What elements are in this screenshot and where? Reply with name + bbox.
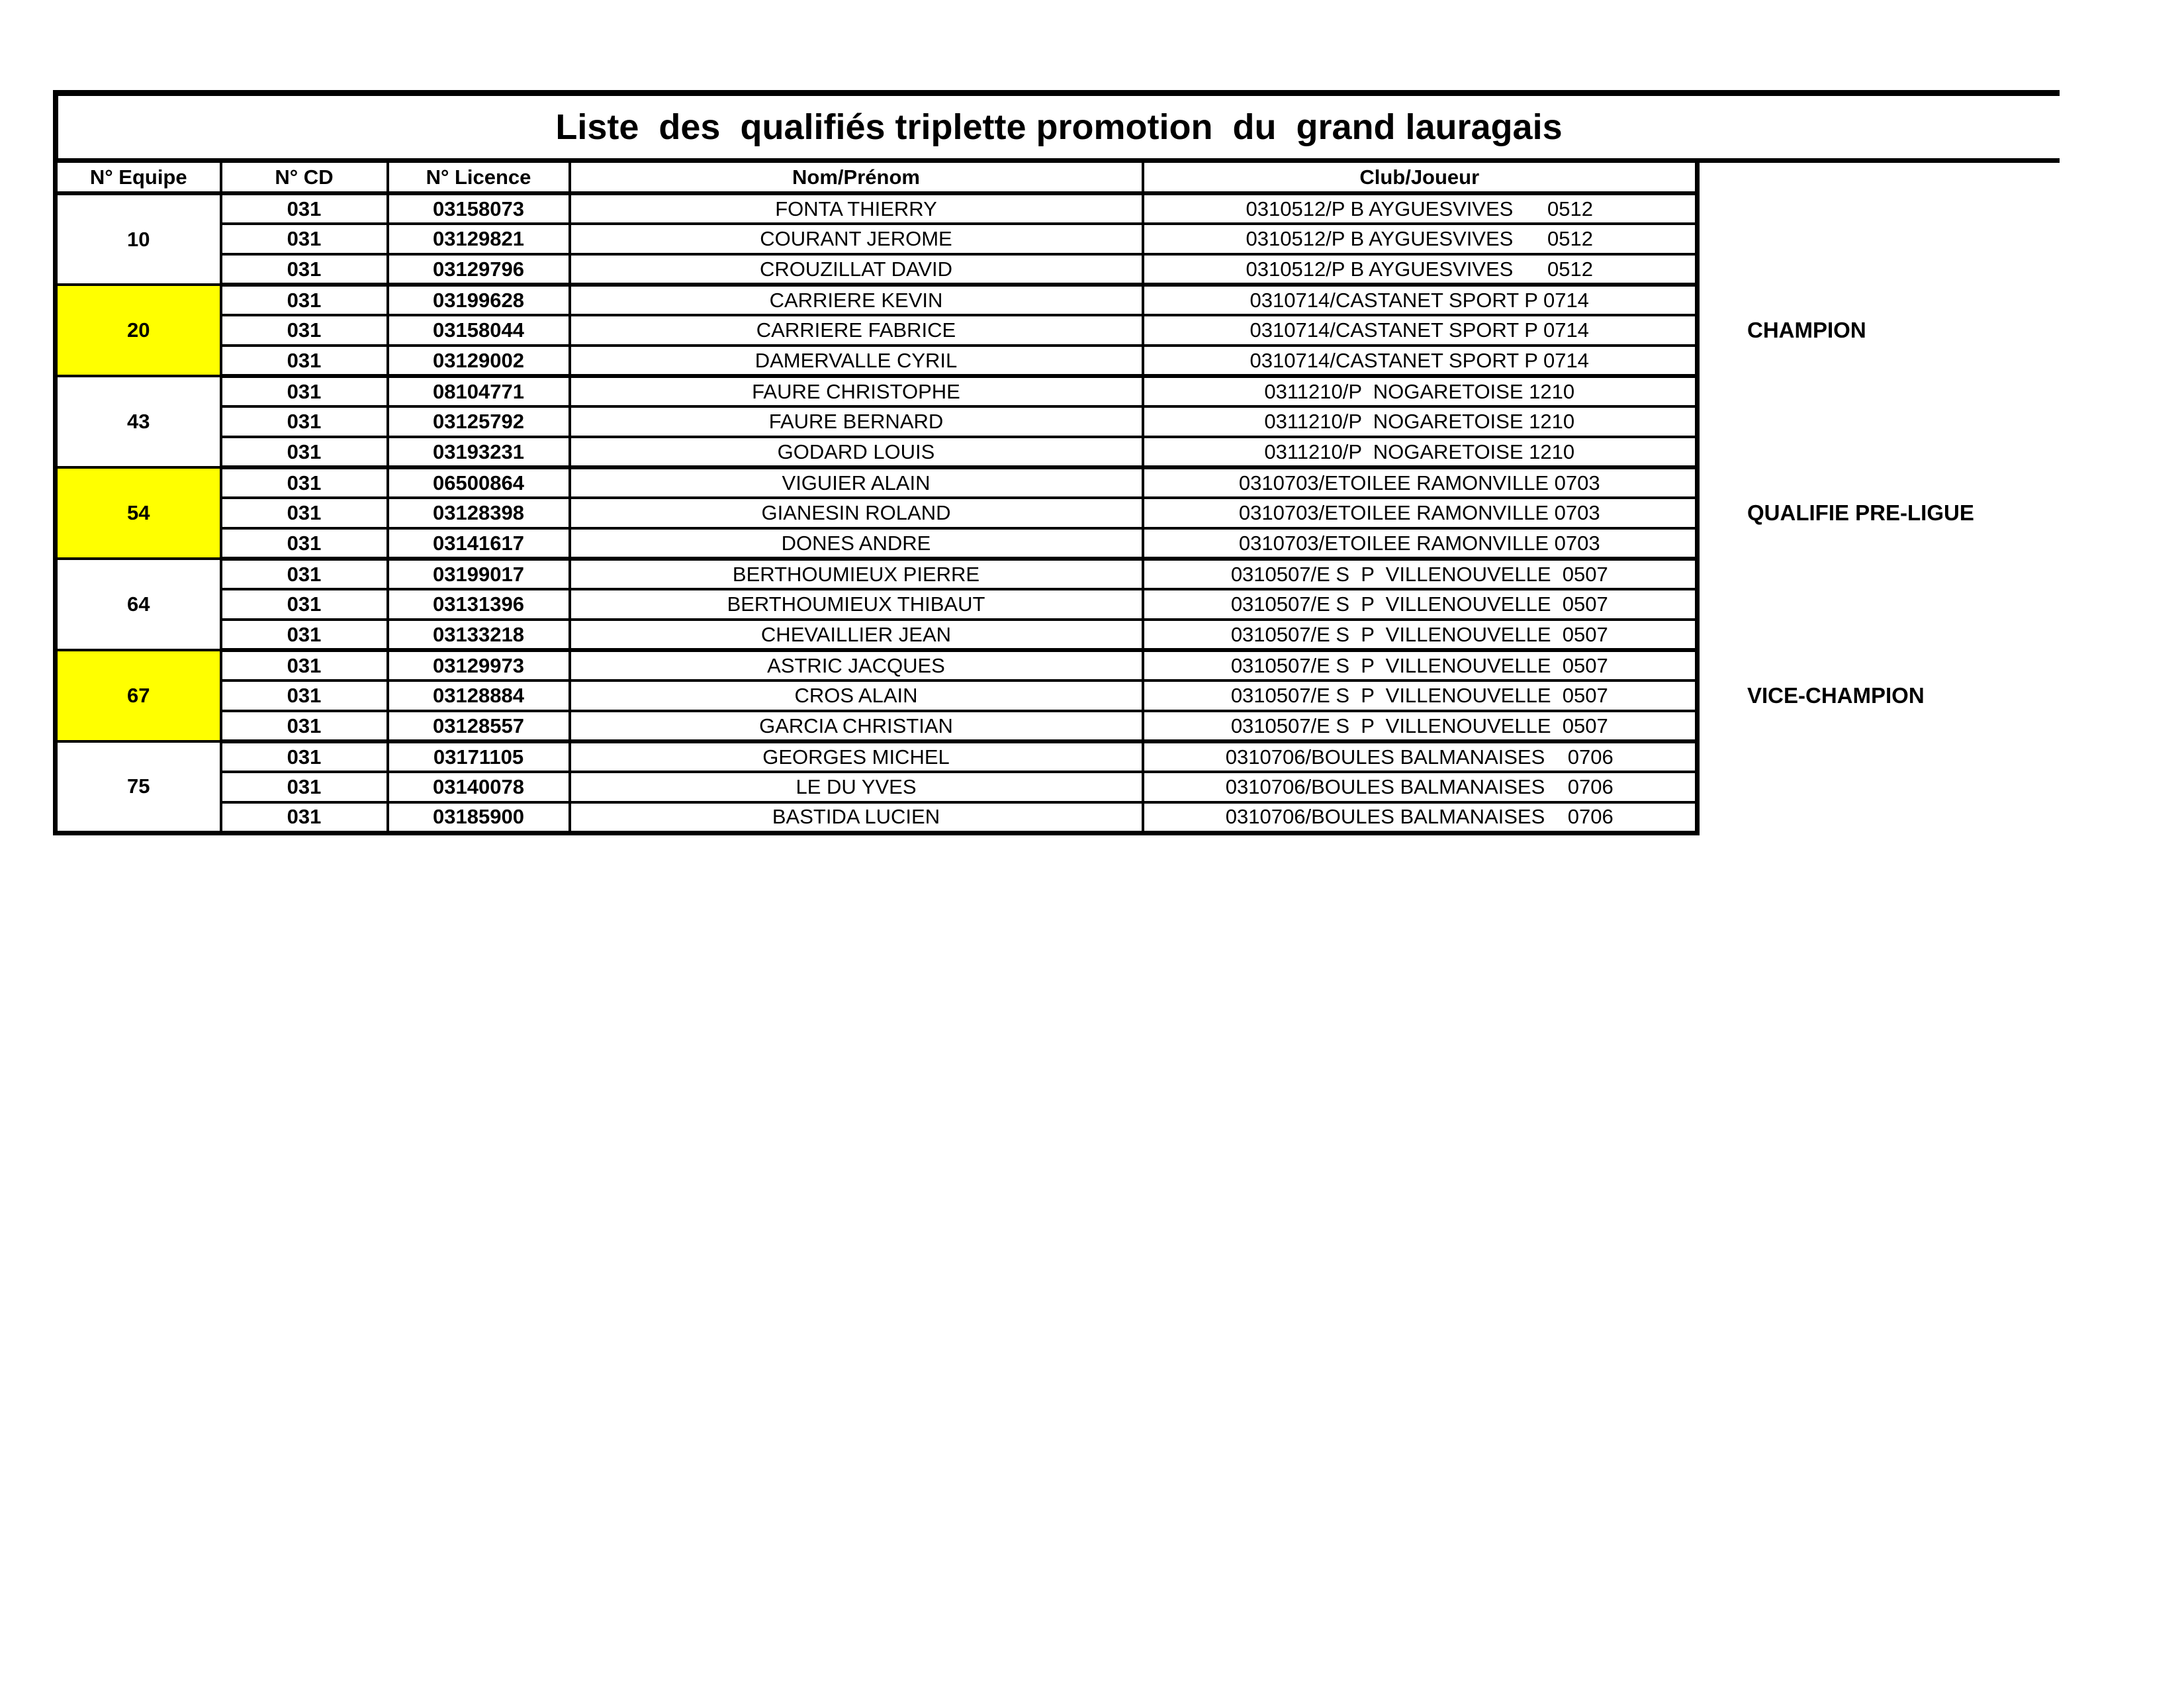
cell-cd: 031	[221, 711, 388, 741]
table-row	[56, 224, 1698, 254]
cell-licence: 03129821	[388, 224, 570, 254]
cell-cd: 031	[221, 254, 388, 285]
cell-club: 0310507/E S P VILLENOUVELLE 0507	[1143, 620, 1698, 650]
cell-name: BERTHOUMIEUX PIERRE	[570, 559, 1143, 589]
qualifiers-table	[53, 163, 1700, 835]
table-row	[56, 741, 1698, 772]
table-row	[56, 315, 1698, 346]
column-header: N° CD	[221, 163, 388, 193]
team-number-cell: 54	[56, 467, 221, 559]
cell-name: CARRIERE KEVIN	[570, 285, 1143, 315]
cell-cd: 031	[221, 498, 388, 528]
cell-name: DAMERVALLE CYRIL	[570, 346, 1143, 376]
table-row	[56, 680, 1698, 711]
cell-name: DONES ANDRE	[570, 528, 1143, 559]
cell-licence: 03133218	[388, 620, 570, 650]
result-annotation: QUALIFIE PRE-LIGUE	[1747, 500, 1974, 525]
cell-licence: 03128884	[388, 680, 570, 711]
cell-name: CARRIERE FABRICE	[570, 315, 1143, 346]
cell-name: VIGUIER ALAIN	[570, 467, 1143, 498]
cell-club: 0311210/P NOGARETOISE 1210	[1143, 376, 1698, 406]
cell-club: 0310512/P B AYGUESVIVES 0512	[1143, 193, 1698, 224]
team-number-cell: 10	[56, 193, 221, 285]
cell-licence: 03199628	[388, 285, 570, 315]
cell-licence: 03158044	[388, 315, 570, 346]
table-row	[56, 711, 1698, 741]
cell-cd: 031	[221, 406, 388, 437]
table-row	[56, 437, 1698, 467]
cell-name: GARCIA CHRISTIAN	[570, 711, 1143, 741]
cell-cd: 031	[221, 559, 388, 589]
cell-name: FONTA THIERRY	[570, 193, 1143, 224]
cell-licence: 03129973	[388, 650, 570, 680]
cell-club: 0310507/E S P VILLENOUVELLE 0507	[1143, 711, 1698, 741]
cell-licence: 03158073	[388, 193, 570, 224]
cell-cd: 031	[221, 589, 388, 620]
cell-licence: 03193231	[388, 437, 570, 467]
cell-cd: 031	[221, 620, 388, 650]
cell-club: 0310714/CASTANET SPORT P 0714	[1143, 346, 1698, 376]
cell-cd: 031	[221, 315, 388, 346]
team-number-cell: 67	[56, 650, 221, 741]
table-row	[56, 285, 1698, 315]
cell-licence: 03199017	[388, 559, 570, 589]
table-body	[56, 193, 1698, 833]
cell-club: 0310706/BOULES BALMANAISES 0706	[1143, 772, 1698, 802]
cell-name: LE DU YVES	[570, 772, 1143, 802]
cell-licence: 08104771	[388, 376, 570, 406]
cell-cd: 031	[221, 193, 388, 224]
team-number-cell: 75	[56, 741, 221, 833]
table-row	[56, 559, 1698, 589]
cell-name: ASTRIC JACQUES	[570, 650, 1143, 680]
title-block	[53, 90, 2060, 163]
cell-club: 0311210/P NOGARETOISE 1210	[1143, 406, 1698, 437]
table-row	[56, 589, 1698, 620]
cell-cd: 031	[221, 285, 388, 315]
cell-club: 0310507/E S P VILLENOUVELLE 0507	[1143, 680, 1698, 711]
cell-licence: 06500864	[388, 467, 570, 498]
cell-club: 0310714/CASTANET SPORT P 0714	[1143, 315, 1698, 346]
cell-name: FAURE CHRISTOPHE	[570, 376, 1143, 406]
cell-club: 0310703/ETOILEE RAMONVILLE 0703	[1143, 467, 1698, 498]
cell-name: GEORGES MICHEL	[570, 741, 1143, 772]
cell-licence: 03140078	[388, 772, 570, 802]
column-header: Club/Joueur	[1143, 163, 1698, 193]
table-header	[56, 163, 1698, 193]
result-annotation: CHAMPION	[1747, 318, 1866, 342]
column-header: Nom/Prénom	[570, 163, 1143, 193]
cell-cd: 031	[221, 437, 388, 467]
table-row	[56, 802, 1698, 833]
team-number-cell: 20	[56, 285, 221, 376]
header-row	[56, 163, 1698, 193]
cell-cd: 031	[221, 224, 388, 254]
cell-club: 0310512/P B AYGUESVIVES 0512	[1143, 254, 1698, 285]
cell-name: BASTIDA LUCIEN	[570, 802, 1143, 833]
cell-name: GIANESIN ROLAND	[570, 498, 1143, 528]
cell-name: BERTHOUMIEUX THIBAUT	[570, 589, 1143, 620]
cell-club: 0310703/ETOILEE RAMONVILLE 0703	[1143, 498, 1698, 528]
cell-licence: 03125792	[388, 406, 570, 437]
cell-club: 0310512/P B AYGUESVIVES 0512	[1143, 224, 1698, 254]
cell-licence: 03131396	[388, 589, 570, 620]
table-row	[56, 376, 1698, 406]
cell-licence: 03141617	[388, 528, 570, 559]
table-row	[56, 193, 1698, 224]
cell-club: 0310714/CASTANET SPORT P 0714	[1143, 285, 1698, 315]
column-header: N° Equipe	[56, 163, 221, 193]
cell-club: 0310507/E S P VILLENOUVELLE 0507	[1143, 650, 1698, 680]
cell-club: 0310507/E S P VILLENOUVELLE 0507	[1143, 559, 1698, 589]
cell-name: FAURE BERNARD	[570, 406, 1143, 437]
cell-licence: 03129002	[388, 346, 570, 376]
cell-cd: 031	[221, 467, 388, 498]
cell-cd: 031	[221, 772, 388, 802]
table-row	[56, 346, 1698, 376]
cell-name: COURANT JEROME	[570, 224, 1143, 254]
table-row	[56, 620, 1698, 650]
cell-licence: 03129796	[388, 254, 570, 285]
cell-cd: 031	[221, 376, 388, 406]
team-number-cell: 64	[56, 559, 221, 650]
team-number-cell: 43	[56, 376, 221, 467]
table-row	[56, 772, 1698, 802]
cell-cd: 031	[221, 802, 388, 833]
cell-licence: 03171105	[388, 741, 570, 772]
page-title: Liste des qualifiés triplette promotion du grand lauragais	[555, 107, 1563, 147]
cell-licence: 03185900	[388, 802, 570, 833]
cell-name: CROS ALAIN	[570, 680, 1143, 711]
cell-name: CROUZILLAT DAVID	[570, 254, 1143, 285]
cell-cd: 031	[221, 528, 388, 559]
cell-club: 0311210/P NOGARETOISE 1210	[1143, 437, 1698, 467]
table-row	[56, 650, 1698, 680]
table-row	[56, 498, 1698, 528]
cell-licence: 03128398	[388, 498, 570, 528]
cell-cd: 031	[221, 346, 388, 376]
cell-club: 0310706/BOULES BALMANAISES 0706	[1143, 741, 1698, 772]
cell-club: 0310706/BOULES BALMANAISES 0706	[1143, 802, 1698, 833]
table-row	[56, 254, 1698, 285]
column-header: N° Licence	[388, 163, 570, 193]
cell-cd: 031	[221, 741, 388, 772]
cell-club: 0310507/E S P VILLENOUVELLE 0507	[1143, 589, 1698, 620]
cell-name: CHEVAILLIER JEAN	[570, 620, 1143, 650]
cell-cd: 031	[221, 680, 388, 711]
table-row	[56, 467, 1698, 498]
cell-cd: 031	[221, 650, 388, 680]
result-annotation: VICE-CHAMPION	[1747, 683, 1925, 708]
table-row	[56, 528, 1698, 559]
cell-club: 0310703/ETOILEE RAMONVILLE 0703	[1143, 528, 1698, 559]
table-row	[56, 406, 1698, 437]
cell-licence: 03128557	[388, 711, 570, 741]
cell-name: GODARD LOUIS	[570, 437, 1143, 467]
